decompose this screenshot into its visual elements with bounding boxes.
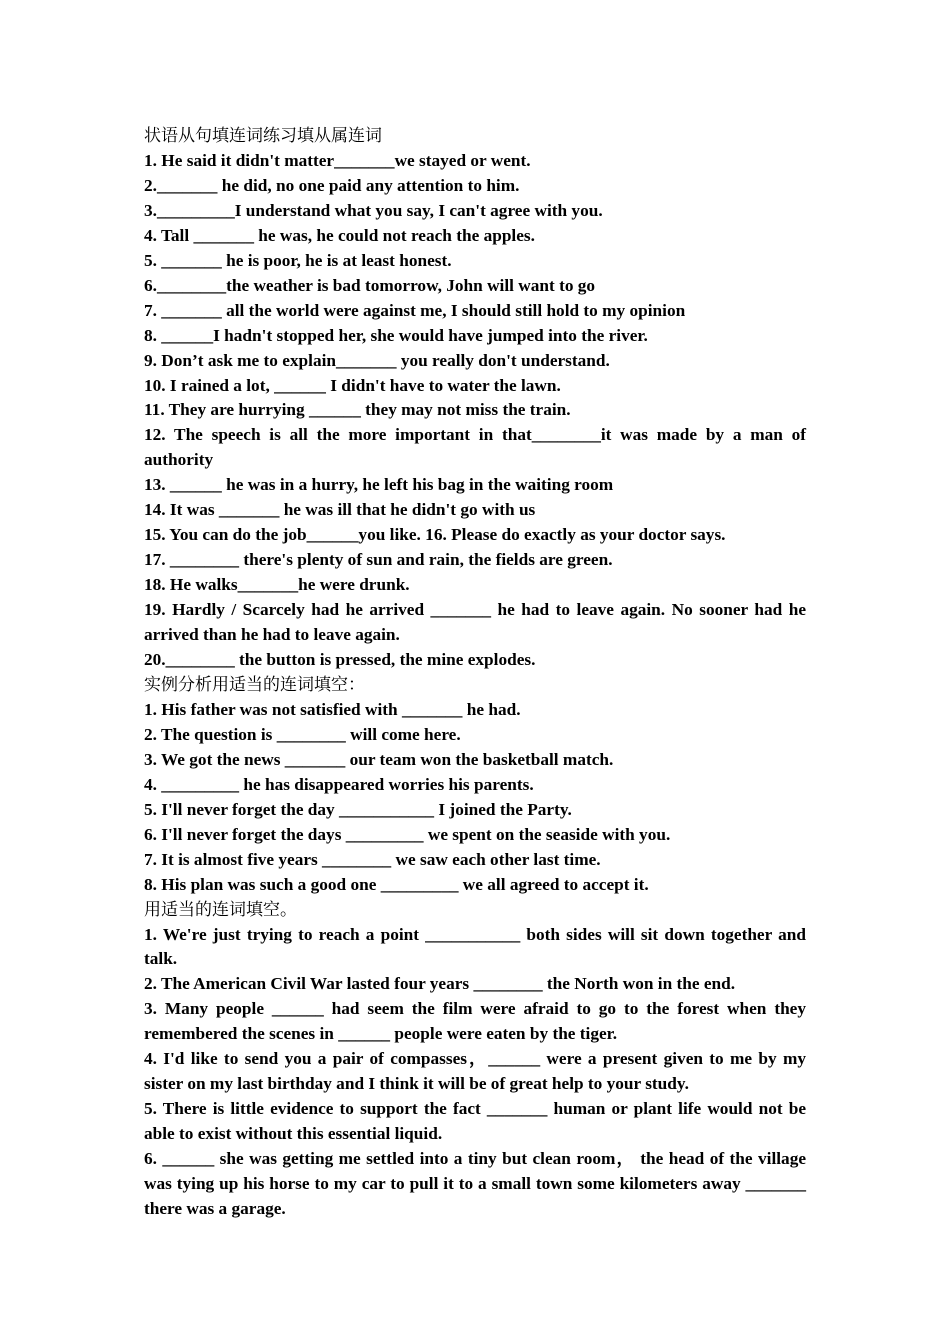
exercise-item: 3. We got the news _______ our team won the basketball match.	[144, 749, 614, 769]
exercise-item: 13. ______ he was in a hurry, he left his bag in the waiting room	[144, 475, 614, 495]
exercise-item: 5. _______ he is poor, he is at least honest.	[144, 250, 452, 270]
exercise-item: 18. He walks_______he were drunk.	[144, 575, 410, 595]
document-page	[144, 124, 806, 1222]
exercise-item: 6. ______ she was getting me settled into a tiny but clean room， the head of the village was tying up his horse to my car to pull it to a small town some kilometers away _______ there was a garage.	[144, 1149, 806, 1218]
exercise-item: 1. He said it didn't matter_______we stayed or went.	[144, 150, 531, 170]
section-heading-adverbial-clauses: 状语从句填连词练习填从属连词	[144, 126, 382, 146]
section-heading-conjunctions: 用适当的连词填空。	[144, 899, 297, 920]
exercise-item: 8. ______I hadn't stopped her, she would have jumped into the river.	[144, 325, 648, 345]
exercise-item: 11. They are hurrying ______ they may not miss the train.	[144, 400, 571, 420]
exercise-item: 20.________ the button is pressed, the mine explodes.	[144, 650, 536, 670]
exercise-item: 7. It is almost five years ________ we saw each other last time.	[144, 849, 601, 869]
exercise-item: 6.________the weather is bad tomorrow, John will want to go	[144, 275, 596, 295]
exercise-item: 5. I'll never forget the day ___________ I joined the Party.	[144, 799, 572, 819]
exercise-item: 1. We're just trying to reach a point ___________ both sides will sit down together and talk.	[144, 924, 806, 969]
exercise-item: 5. There is little evidence to support the fact _______ human or plant life would not be able to exist without this essential liquid.	[144, 1099, 806, 1144]
exercise-item: 2. The American Civil War lasted four years ________ the North won in the end.	[144, 974, 736, 994]
exercise-item: 15. You can do the job______you like. 16. Please do exactly as your doctor says.	[144, 525, 726, 545]
exercise-list-conjunctions	[144, 923, 806, 1222]
exercise-item: 12. The speech is all the more important in that________it was made by a man of authority	[144, 425, 806, 470]
section-heading-example-analysis: 实例分析用适当的连词填空：	[144, 674, 365, 695]
exercise-item: 2. The question is ________ will come here.	[144, 724, 461, 744]
exercise-item: 2._______ he did, no one paid any attention to him.	[144, 175, 520, 195]
exercise-list-example-analysis	[144, 698, 806, 898]
exercise-item: 8. His plan was such a good one _________ we all agreed to accept it.	[144, 874, 649, 894]
exercise-item: 4. _________ he has disappeared worries his parents.	[144, 774, 534, 794]
exercise-list-adverbial	[144, 149, 806, 673]
exercise-item: 10. I rained a lot, ______ I didn't have to water the lawn.	[144, 375, 561, 395]
exercise-item: 14. It was _______ he was ill that he didn't go with us	[144, 500, 536, 520]
exercise-item: 3. Many people ______ had seem the film were afraid to go to the forest when they remembered the scenes in ______ people were eaten by the tiger.	[144, 999, 806, 1044]
exercise-item: 4. Tall _______ he was, he could not reach the apples.	[144, 225, 535, 245]
exercise-item: 3._________I understand what you say, I can't agree with you.	[144, 200, 603, 220]
exercise-item: 1. His father was not satisfied with _______ he had.	[144, 699, 521, 719]
exercise-item: 9. Don’t ask me to explain_______ you really don't understand.	[144, 350, 610, 370]
exercise-item: 17. ________ there's plenty of sun and rain, the fields are green.	[144, 550, 613, 570]
exercise-item: 4. I'd like to send you a pair of compasses，______ were a present given to me by my sister on my last birthday and I think it will be of great help to your study.	[144, 1049, 806, 1094]
exercise-item: 7. _______ all the world were against me, I should still hold to my opinion	[144, 300, 686, 320]
exercise-item: 19. Hardly / Scarcely had he arrived _______ he had to leave again. No sooner had he arrived than he had to leave again.	[144, 600, 806, 645]
exercise-item: 6. I'll never forget the days _________ we spent on the seaside with you.	[144, 824, 671, 844]
